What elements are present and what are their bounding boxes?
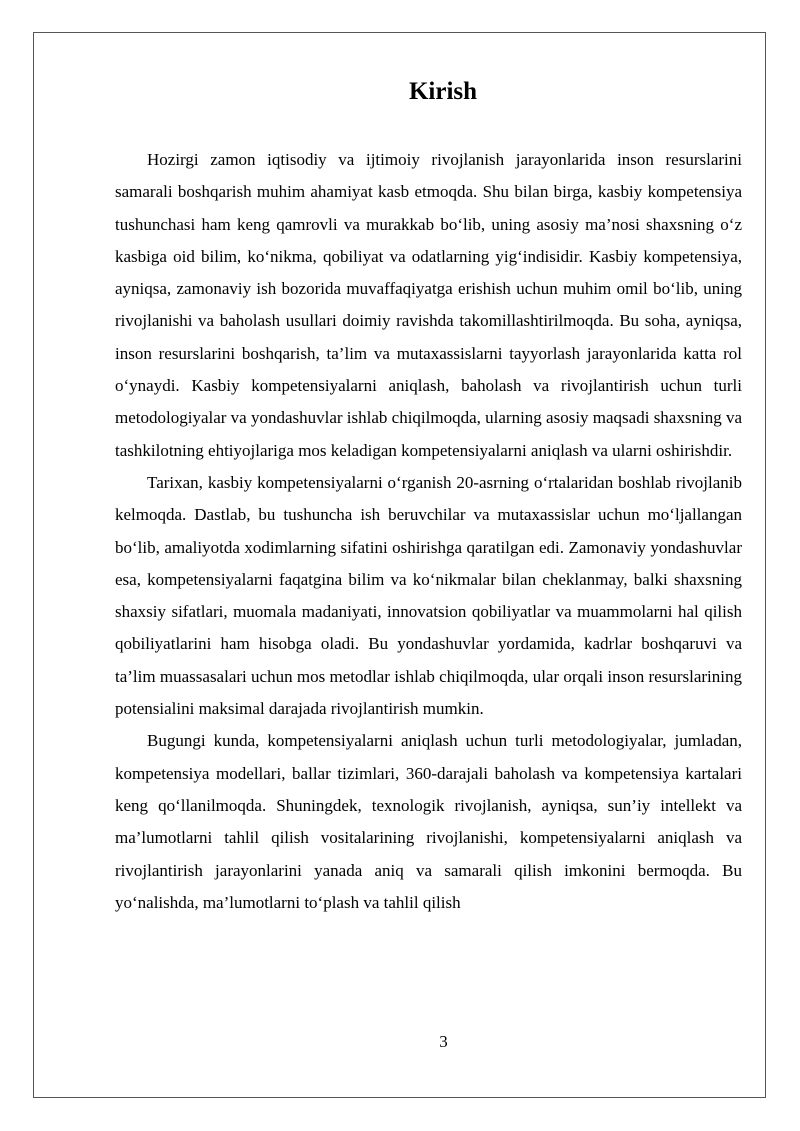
- paragraph: Hozirgi zamon iqtisodiy va ijtimoiy rivojlanish jarayonlarida inson resurslarini samarali boshqarish muhim ahamiyat kasb etmoqda. Shu bilan birga, kasbiy kompetensiya tushunchasi ham keng qamrovli va murakkab bo‘lib, uning asosiy ma’nosi shaxsning o‘z kasbiga oid bilim, ko‘nikma, qobiliyat va odatlarning yig‘indisidir. Kasbiy kompetensiya, ayniqsa, zamonaviy ish bozorida muvaffaqiyatga erishish uchun muhim omil bo‘lib, uning rivojlanishi va baholash usullari doimiy ravishda takomillashtirilmoqda. Bu soha, ayniqsa, inson resurslarini boshqarish, ta’lim va mutaxassislarni tayyorlash jarayonlarida katta rol o‘ynaydi. Kasbiy kompetensiyalarni aniqlash, baholash va rivojlantirish uchun turli metodologiyalar va yondashuvlar ishlab chiqilmoqda, ularning asosiy maqsadi shaxsning va tashkilotning ehtiyojlariga mos keladigan kompetensiyalarni aniqlash va ularni oshirishdir.: [115, 150, 742, 460]
- document-body: [115, 144, 742, 919]
- paragraph: Bugungi kunda, kompetensiyalarni aniqlash uchun turli metodologiyalar, jumladan, kompetensiya modellari, ballar tizimlari, 360-darajali baholash va kompetensiya kartalari keng qo‘llanilmoqda. Shuningdek, texnologik rivojlanish, ayniqsa, sun’iy intellekt va ma’lumotlarni tahlil qilish vositalarining rivojlanishi, kompetensiyalarni aniqlash va rivojlantirish jarayonlarini yanada aniq va samarali qilish imkonini bermoqda. Bu yo‘nalishda, ma’lumotlarni to‘plash va tahlil qilish: [115, 731, 742, 912]
- page-number: 3: [439, 1032, 448, 1051]
- paragraph: Tarixan, kasbiy kompetensiyalarni o‘rganish 20-asrning o‘rtalaridan boshlab rivojlanib kelmoqda. Dastlab, bu tushuncha ish beruvchilar va mutaxassislar uchun mo‘ljallangan bo‘lib, amaliyotda xodimlarning sifatini oshirishga qaratilgan edi. Zamonaviy yondashuvlar esa, kompetensiyalarni faqatgina bilim va ko‘nikmalar bilan cheklanmay, balki shaxsning shaxsiy sifatlari, muomala madaniyati, innovatsion qobiliyatlar va muammolarni hal qilish qobiliyatlarini ham hisobga oladi. Bu yondashuvlar yordamida, kadrlar boshqaruvi va ta’lim muassasalari uchun mos metodlar ishlab chiqilmoqda, ular orqali inson resurslarining potensialini maksimal darajada rivojlantirish mumkin.: [115, 472, 742, 719]
- page-title: Kirish: [408, 78, 478, 105]
